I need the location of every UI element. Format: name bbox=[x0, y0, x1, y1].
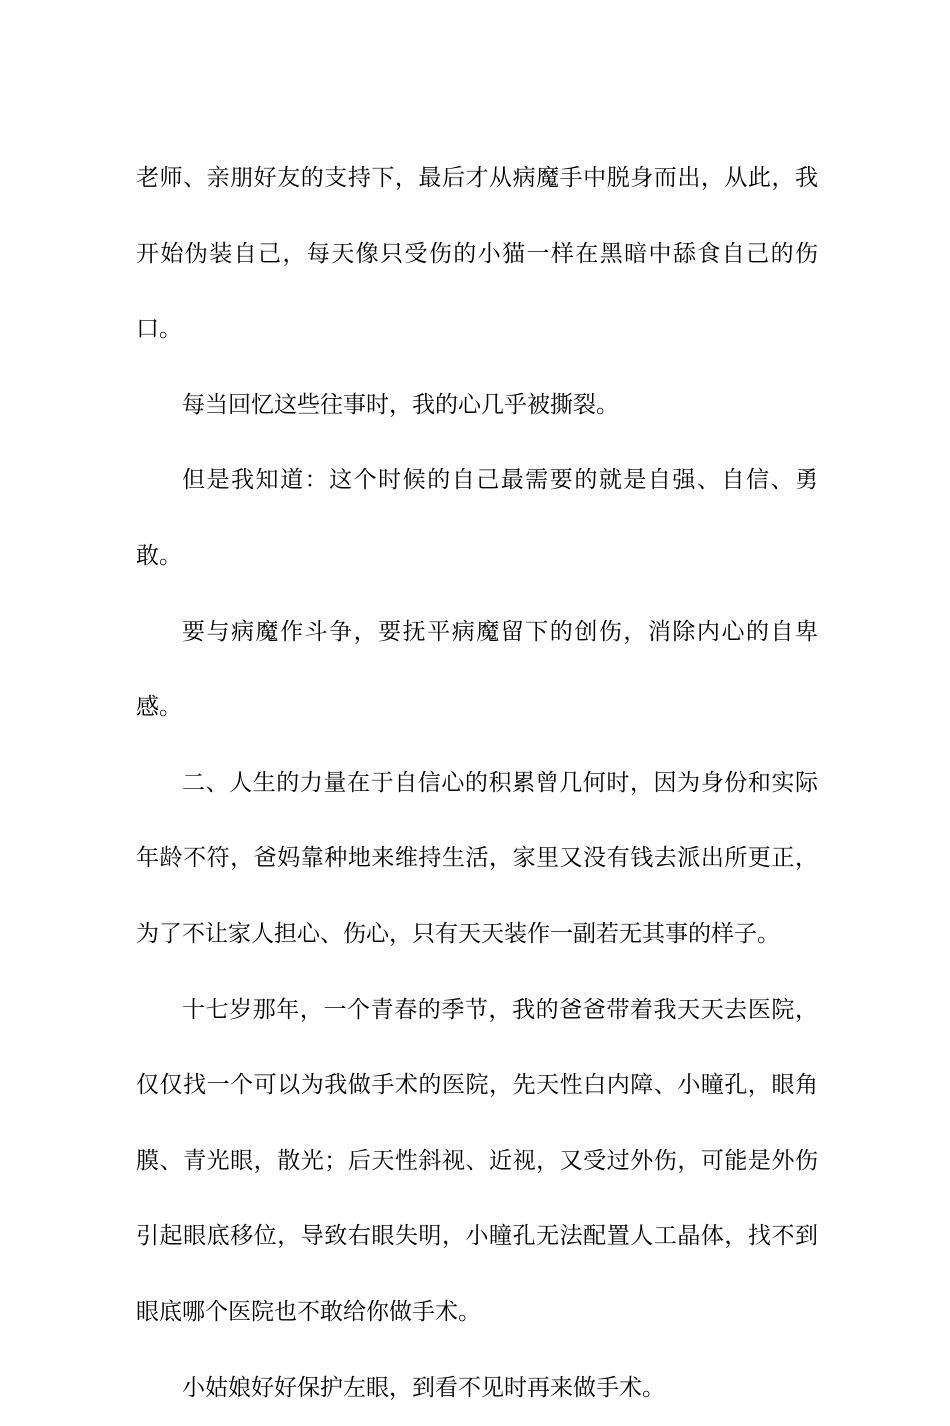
paragraph-3: 但是我知道：这个时候的自己最需要的就是自强、自信、勇敢。 bbox=[136, 443, 818, 594]
paragraph-6: 十七岁那年，一个青春的季节，我的爸爸带着我天天去医院，仅仅找一个可以为我做手术的医院，先天性白内障、小瞳孔，眼角膜、青光眼，散光；后天性斜视、近视，又受过外伤，可能是外伤引起眼底移位，导致右眼失明，小瞳孔无法配置人工晶体，找不到眼底哪个医院也不敢给你做手术。 bbox=[136, 973, 818, 1351]
paragraph-2: 每当回忆这些往事时，我的心几乎被撕裂。 bbox=[136, 368, 818, 444]
paragraph-5: 二、人生的力量在于自信心的积累曾几何时，因为身份和实际年龄不符，爸妈靠种地来维持生活，家里又没有钱去派出所更正，为了不让家人担心、伤心，只有天天装作一副若无其事的样子。 bbox=[136, 746, 818, 973]
document-body bbox=[136, 141, 818, 1426]
paragraph-7: 小姑娘好好保护左眼，到看不见时再来做手术。 bbox=[136, 1351, 818, 1426]
paragraph-4: 要与病魔作斗争，要抚平病魔留下的创伤，消除内心的自卑感。 bbox=[136, 595, 818, 746]
paragraph-1: 老师、亲朋好友的支持下，最后才从病魔手中脱身而出，从此，我开始伪装自己，每天像只受伤的小猫一样在黑暗中舔食自己的伤口。 bbox=[136, 141, 818, 368]
